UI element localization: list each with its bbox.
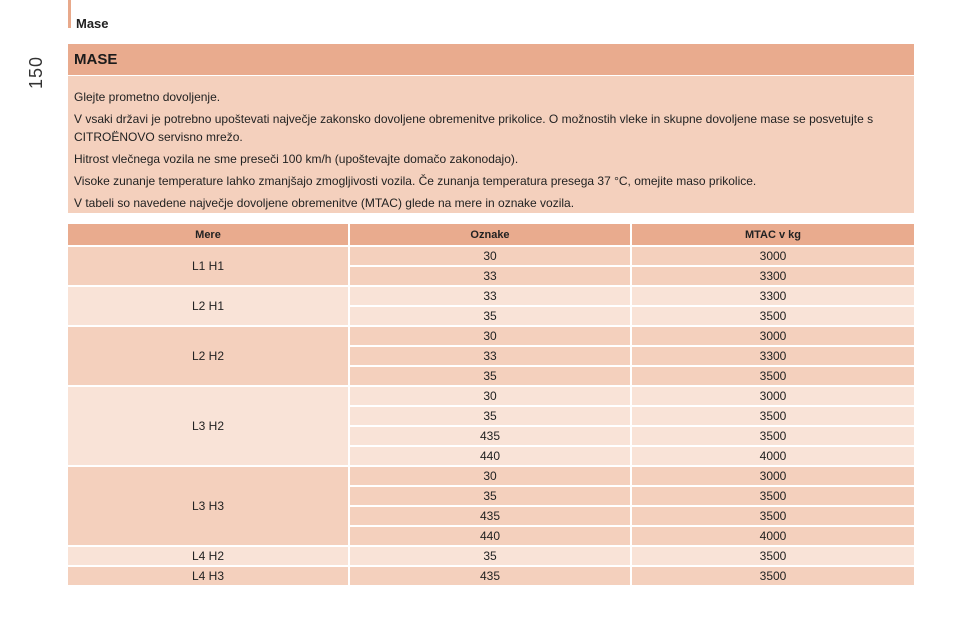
paragraph: Visoke zunanje temperature lahko zmanjšajo zmogljivosti vozila. Če zunanja temperatura presega 37 °C, omejite maso prikolice. <box>74 174 757 188</box>
mtac-cell: 3500 <box>632 487 914 507</box>
oznake-cell: 33 <box>350 287 632 307</box>
table-row <box>68 287 914 307</box>
column-header-mere: Mere <box>68 224 350 247</box>
page-number: 150 <box>26 55 47 90</box>
oznake-cell: 33 <box>350 267 632 287</box>
oznake-cell: 435 <box>350 507 632 527</box>
paragraph: V vsaki državi je potrebno upoštevati največje zakonsko dovoljene obremenitve prikolice. O možnostih vleke in skupne dovoljene mase se posvetujte s CITROËNOVO servisno mrežo. <box>74 112 874 144</box>
oznake-cell: 35 <box>350 487 632 507</box>
mtac-cell: 3500 <box>632 367 914 387</box>
mtac-cell: 4000 <box>632 527 914 547</box>
section-body <box>68 76 914 213</box>
mtac-cell: 4000 <box>632 447 914 467</box>
paragraph: V tabeli so navedene največje dovoljene obremenitve (MTAC) glede na mere in oznake vozila. <box>74 196 575 210</box>
mtac-cell: 3000 <box>632 327 914 347</box>
paragraph: Hitrost vlečnega vozila ne sme preseči 100 km/h (upoštevajte domačo zakonodajo). <box>74 152 519 166</box>
table-row <box>68 327 914 347</box>
oznake-cell: 35 <box>350 547 632 567</box>
table-body <box>68 247 914 587</box>
oznake-cell: 30 <box>350 327 632 347</box>
column-header-oznake: Oznake <box>350 224 632 247</box>
oznake-cell: 33 <box>350 347 632 367</box>
mtac-cell: 3300 <box>632 287 914 307</box>
mtac-cell: 3500 <box>632 307 914 327</box>
oznake-cell: 30 <box>350 387 632 407</box>
mere-cell: L2 H2 <box>68 327 350 387</box>
header-accent-bar <box>68 0 71 28</box>
mtac-cell: 3500 <box>632 427 914 447</box>
table-row <box>68 387 914 407</box>
oznake-cell: 440 <box>350 447 632 467</box>
mtac-cell: 3500 <box>632 507 914 527</box>
oznake-cell: 30 <box>350 467 632 487</box>
oznake-cell: 35 <box>350 307 632 327</box>
mere-cell: L4 H3 <box>68 567 350 587</box>
section-header <box>68 44 914 75</box>
mtac-cell: 3500 <box>632 547 914 567</box>
mtac-cell: 3000 <box>632 387 914 407</box>
oznake-cell: 435 <box>350 427 632 447</box>
table-header-row <box>68 224 914 247</box>
table-row <box>68 547 914 567</box>
mtac-cell: 3000 <box>632 247 914 267</box>
oznake-cell: 440 <box>350 527 632 547</box>
mtac-cell: 3300 <box>632 347 914 367</box>
table-row <box>68 567 914 587</box>
mtac-cell: 3500 <box>632 567 914 587</box>
oznake-cell: 30 <box>350 247 632 267</box>
table-row <box>68 467 914 487</box>
column-header-mtac: MTAC v kg <box>632 224 914 247</box>
oznake-cell: 35 <box>350 367 632 387</box>
mere-cell: L4 H2 <box>68 547 350 567</box>
mtac-cell: 3500 <box>632 407 914 427</box>
mere-cell: L1 H1 <box>68 247 350 287</box>
mere-cell: L2 H1 <box>68 287 350 327</box>
page-header-title: Mase <box>76 16 109 31</box>
table-row <box>68 247 914 267</box>
mere-cell: L3 H2 <box>68 387 350 467</box>
section-title: MASE <box>74 51 118 68</box>
mass-table <box>68 224 914 587</box>
oznake-cell: 435 <box>350 567 632 587</box>
mtac-cell: 3000 <box>632 467 914 487</box>
oznake-cell: 35 <box>350 407 632 427</box>
mere-cell: L3 H3 <box>68 467 350 547</box>
paragraph: Glejte prometno dovoljenje. <box>74 90 221 104</box>
mtac-cell: 3300 <box>632 267 914 287</box>
